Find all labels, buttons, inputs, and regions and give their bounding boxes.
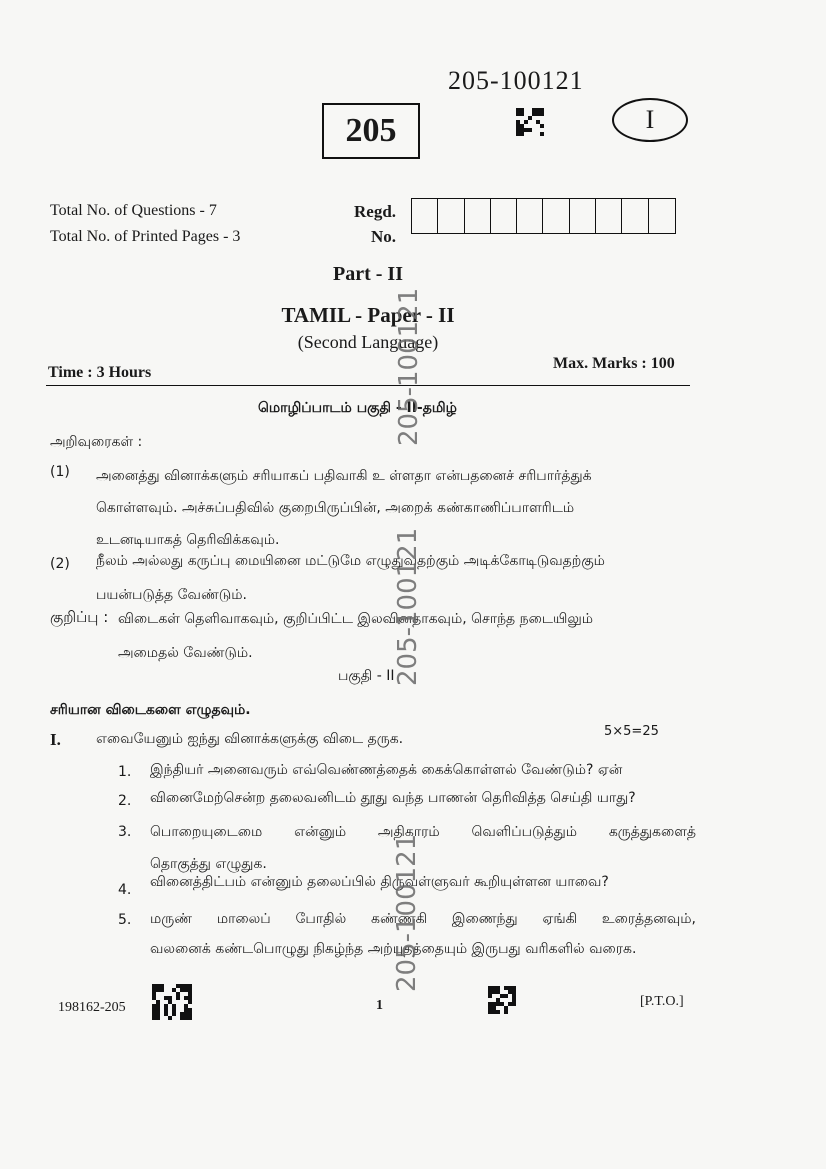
watermark-text: 205-100121 [394,287,424,446]
section-label: பகுதி - II [338,668,395,684]
note-label: குறிப்பு : [50,608,109,626]
note-line: அமைதல் வேண்டும். [118,645,253,661]
question-text: எவையேனும் ஐந்து வினாக்களுக்கு விடை தருக. [96,731,404,747]
subquestion-number: 1. [118,764,132,780]
exam-time: Time : 3 Hours [48,364,152,381]
total-questions: Total No. of Questions - 7 [50,202,217,219]
regd-digit-box[interactable] [543,199,569,233]
instruction-number: (1) [50,464,70,480]
subquestion-line: பொறையுடைமை என்னும் அதிகாரம் வெளிப்படுத்தும் கருத்துகளைத் [150,824,696,840]
regd-digit-box[interactable] [570,199,596,233]
total-pages: Total No. of Printed Pages - 3 [50,228,241,245]
registration-number-boxes[interactable] [411,198,676,234]
watermark-text: 205-100121 [393,527,423,686]
regd-digit-box[interactable] [517,199,543,233]
subquestion-number: 4. [118,882,132,898]
subquestion-line: தொகுத்து எழுதுக. [150,856,267,872]
regd-label [354,199,396,249]
max-marks: Max. Marks : 100 [553,355,675,372]
subquestion-text [150,816,696,880]
instruction-line: கொள்ளவும். அச்சுப்பதிவில் குறைபிருப்பின், அறைக் கண்காணிப்பாளரிடம் [96,500,575,516]
language-subtitle: (Second Language) [297,332,439,352]
subject-title: TAMIL - Paper - II [281,303,455,327]
paper-code-box [322,103,420,159]
part-title: Part - II [333,263,403,285]
subquestion-line: மருண் மாலைப் போதில் கண்ணகி இணைந்து ஏங்கி உரைத்தனவும், [150,911,696,927]
page-number: 1 [376,998,383,1013]
regd-label-line2: No. [371,227,397,246]
footer-code: 198162-205 [58,1000,126,1015]
instruction-text [96,460,592,556]
regd-label-line1: Regd. [354,202,397,221]
regd-digit-box[interactable] [649,199,675,233]
note-line: விடைகள் தெளிவாகவும், குறிப்பிட்ட இலவினதாகவும், சொந்த நடையிலும் [118,611,594,627]
watermark-text: 205-100121 [392,833,422,992]
instruction-line: அனைத்து வினாக்களும் சரியாகப் பதிவாகி உ ள்ளதா என்பதனைச் சரிபார்த்துக் [96,468,592,484]
datamatrix-icon [152,984,192,1020]
subquestion-text [150,904,696,964]
top-serial-code: 205-100121 [448,66,584,95]
set-letter: I [645,105,655,134]
set-indicator [612,98,688,142]
paper-code: 205 [345,112,397,149]
subquestion-text: வினைமேற்சென்ற தலைவனிடம் தூது வந்த பாணன் தெரிவித்த செய்தி யாது? [150,790,636,806]
subquestion-number: 5. [118,912,132,928]
regd-digit-box[interactable] [438,199,464,233]
instruction-line: பயன்படுத்த வேண்டும். [96,587,247,603]
regd-digit-box[interactable] [412,199,438,233]
subquestion-line: வலனைக் கண்டபொழுது நிகழ்ந்த அற்புதத்தையும் இருபது வரிகளில் வரைக. [150,941,637,957]
subquestion-text: வினைத்திட்பம் என்னும் தலைப்பில் திருவள்ளுவர் கூறியுள்ளன யாவை? [150,874,609,890]
section-instruction: சரியான விடைகளை எழுதவும். [50,702,251,718]
question-roman: I. [50,730,61,749]
qr-code-icon [488,986,516,1014]
qr-code-icon [516,108,544,136]
regd-digit-box[interactable] [622,199,648,233]
subquestion-text: இந்தியர் அனைவரும் எவ்வெண்ணத்தைக் கைக்கொள்ளல் வேண்டும்? ஏன் [150,762,623,778]
instruction-line: நீலம் அல்லது கருப்பு மையினை மட்டுமே எழுதுவதற்கும் அடிக்கோடிடுவதற்கும் [96,553,605,569]
instructions-heading: அறிவுரைகள் : [50,434,143,450]
subquestion-number: 3. [118,824,132,840]
subquestion-number: 2. [118,793,132,809]
instruction-number: (2) [50,556,70,572]
tamil-heading: மொழிப்பாடம் பகுதி - II-தமிழ் [258,400,457,416]
regd-digit-box[interactable] [491,199,517,233]
please-turn-over: [P.T.O.] [640,994,684,1009]
header-divider [46,385,690,386]
note-text [118,602,593,670]
regd-digit-box[interactable] [596,199,622,233]
section-marks: 5×5=25 [604,724,659,739]
regd-digit-box[interactable] [465,199,491,233]
instruction-line: உடனடியாகத் தெரிவிக்கவும். [96,532,280,548]
